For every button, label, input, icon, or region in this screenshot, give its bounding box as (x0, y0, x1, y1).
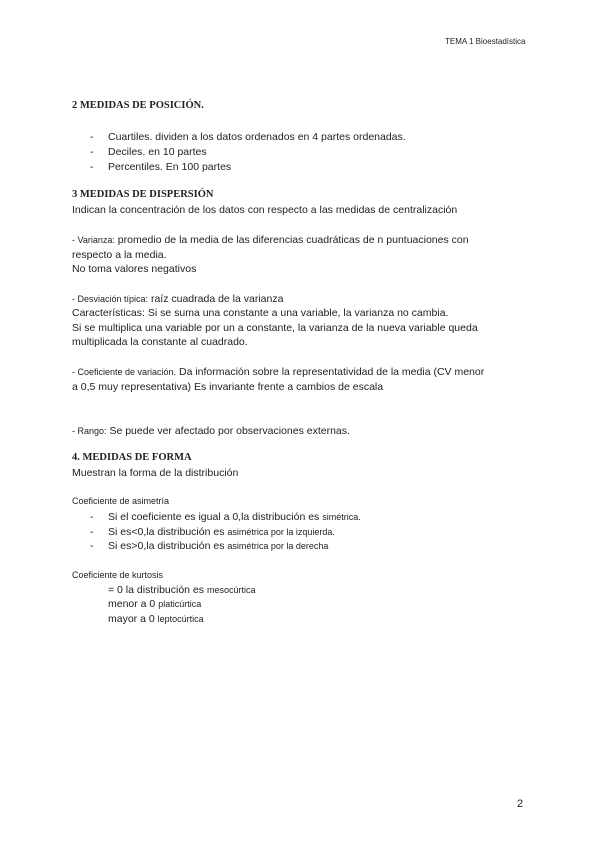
kurtosis-title: Coeficiente de kurtosis (72, 570, 164, 580)
heading-medidas-posicion: 2 MEDIDAS DE POSICIÓN. (72, 100, 204, 111)
varianza-line3: No toma valores negativos (72, 263, 197, 275)
desviacion-line4: multiplicada la constante al cuadrado. (72, 336, 248, 348)
heading-medidas-dispersion: 3 MEDIDAS DE DISPERSIÓN (72, 189, 214, 200)
desviacion-line3: Si se multiplica una variable por un a constante, la varianza de la nueva variable queda (72, 322, 478, 334)
asimetria-title: Coeficiente de asimetría (72, 496, 170, 506)
rango-line: - Rango: Se puede ver afectado por observaciones externas. (72, 425, 350, 437)
list-item: = 0 la distribución es mesocúrtica (108, 584, 256, 596)
forma-intro: Muestran la forma de la distribución (72, 467, 239, 479)
varianza-line1: - Varianza: promedio de la media de las diferencias cuadráticas de n puntuaciones con (72, 234, 469, 246)
list-item: menor a 0 platicúrtica (108, 598, 202, 610)
varianza-line2: respecto a la media. (72, 249, 167, 261)
coeficiente-line1: - Coeficiente de variación. Da información sobre la representatividad de la media (CV menor (72, 366, 485, 378)
desviacion-line1: - Desviación típica: raíz cuadrada de la varianza (72, 293, 284, 305)
desviacion-line2: Características: Si se suma una constante a una variable, la varianza no cambia. (72, 307, 449, 319)
dispersion-intro: Indican la concentración de los datos con respecto a las medidas de centralización (72, 204, 458, 216)
list-item: mayor a 0 leptocúrtica (108, 613, 204, 625)
heading-medidas-forma: 4. MEDIDAS DE FORMA (72, 452, 192, 463)
page-header: TEMA 1 Bioestadística (445, 37, 526, 46)
coeficiente-line2: a 0,5 muy representativa) Es invariante frente a cambios de escala (72, 381, 384, 393)
page-number: 2 (517, 798, 524, 810)
